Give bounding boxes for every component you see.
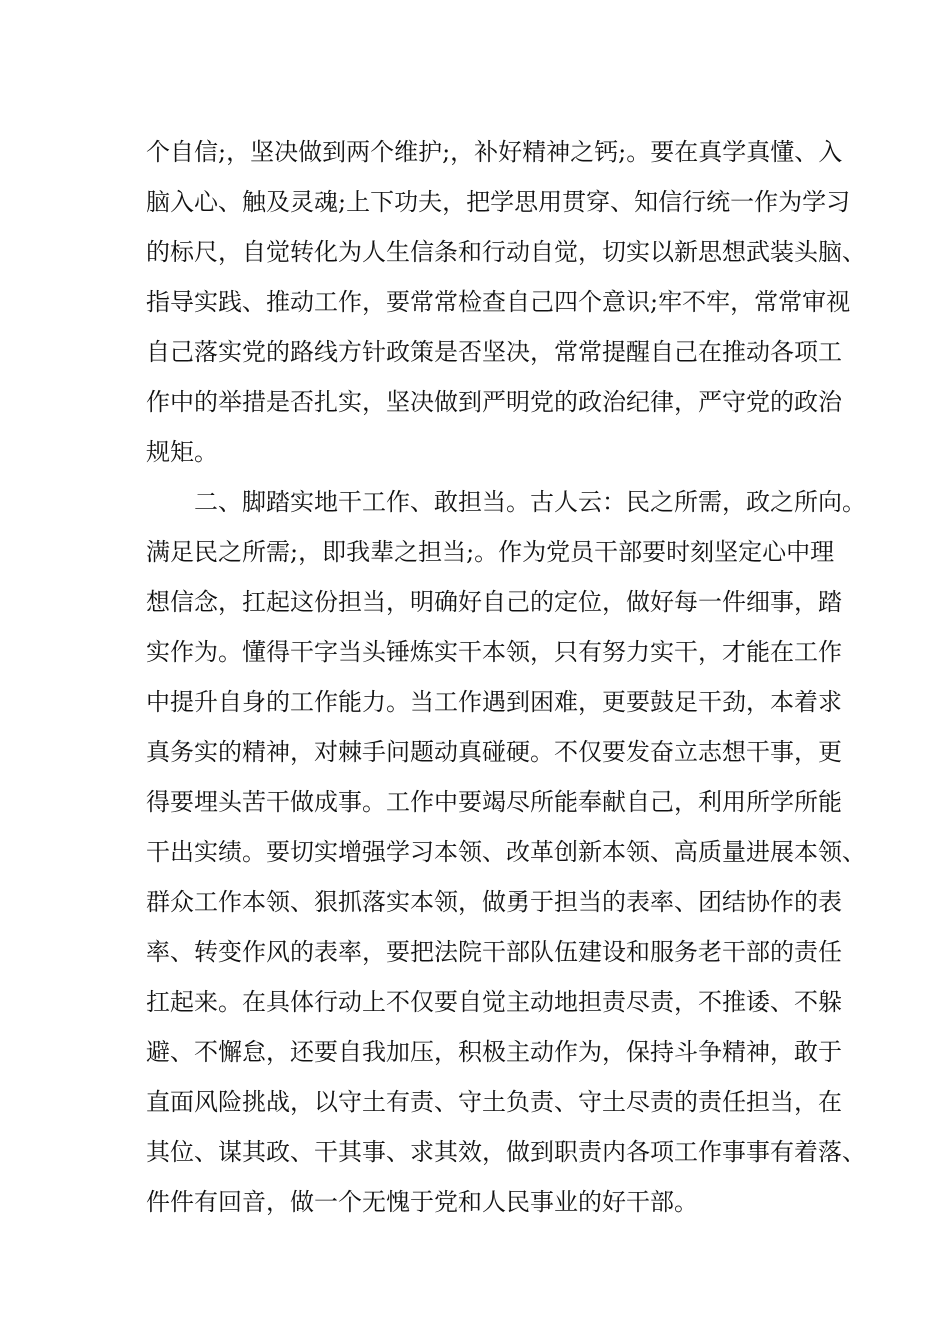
text-line: 扛起来。在具体行动上不仅要自觉主动地担责尽责，不推诿、不躲 <box>146 988 842 1016</box>
text-line: 率、转变作风的表率，要把法院干部队伍建设和服务老干部的责任 <box>146 938 842 966</box>
paragraph-continuation <box>146 127 866 477</box>
text-line: 干出实绩。要切实增强学习本领、改革创新本领、高质量进展本领、 <box>146 838 866 866</box>
text-line: 直面风险挑战，以守土有责、守土负责、守土尽责的责任担当，在 <box>146 1088 842 1116</box>
text-line: 个自信;，坚决做到两个维护;，补好精神之钙;。要在真学真懂、入 <box>146 138 843 166</box>
text-line: 自己落实党的路线方针政策是否坚决，常常提醒自己在推动各项工 <box>146 338 842 366</box>
text-line: 实作为。懂得干字当头锤炼实干本领，只有努力实干，才能在工作 <box>146 638 842 666</box>
text-line: 真务实的精神，对棘手问题动真碰硬。不仅要发奋立志想干事，更 <box>146 738 842 766</box>
text-line: 的标尺，自觉转化为人生信条和行动自觉，切实以新思想武装头脑、 <box>146 238 866 266</box>
text-line: 规矩。 <box>146 438 218 466</box>
text-line: 想信念，扛起这份担当，明确好自己的定位，做好每一件细事，踏 <box>146 588 842 616</box>
text-line: 其位、谋其政、干其事、求其效，做到职责内各项工作事事有着落、 <box>146 1138 866 1166</box>
text-line: 件件有回音，做一个无愧于党和人民事业的好干部。 <box>146 1188 698 1216</box>
text-line: 得要埋头苦干做成事。工作中要竭尽所能奉献自己，利用所学所能 <box>146 788 842 816</box>
text-line: 群众工作本领、狠抓落实本领，做勇于担当的表率、团结协作的表 <box>146 888 842 916</box>
text-line: 避、不懈怠，还要自我加压，积极主动作为，保持斗争精神，敢于 <box>146 1038 842 1066</box>
section-heading-line: 二、脚踏实地干工作、敢担当。古人云：民之所需，政之所向。 <box>194 488 866 516</box>
text-line: 中提升自身的工作能力。当工作遇到困难，更要鼓足干劲，本着求 <box>146 688 842 716</box>
paragraph-section-two <box>146 477 866 1227</box>
text-line: 满足民之所需;，即我辈之担当;。作为党员干部要时刻坚定心中理 <box>146 538 835 566</box>
text-line: 指导实践、推动工作，要常常检查自己四个意识;牢不牢，常常审视 <box>146 288 851 316</box>
text-line: 作中的举措是否扎实，坚决做到严明党的政治纪律，严守党的政治 <box>146 388 842 416</box>
text-line: 脑入心、触及灵魂;上下功夫，把学思用贯穿、知信行统一作为学习 <box>146 188 851 216</box>
body-text <box>146 127 866 1227</box>
